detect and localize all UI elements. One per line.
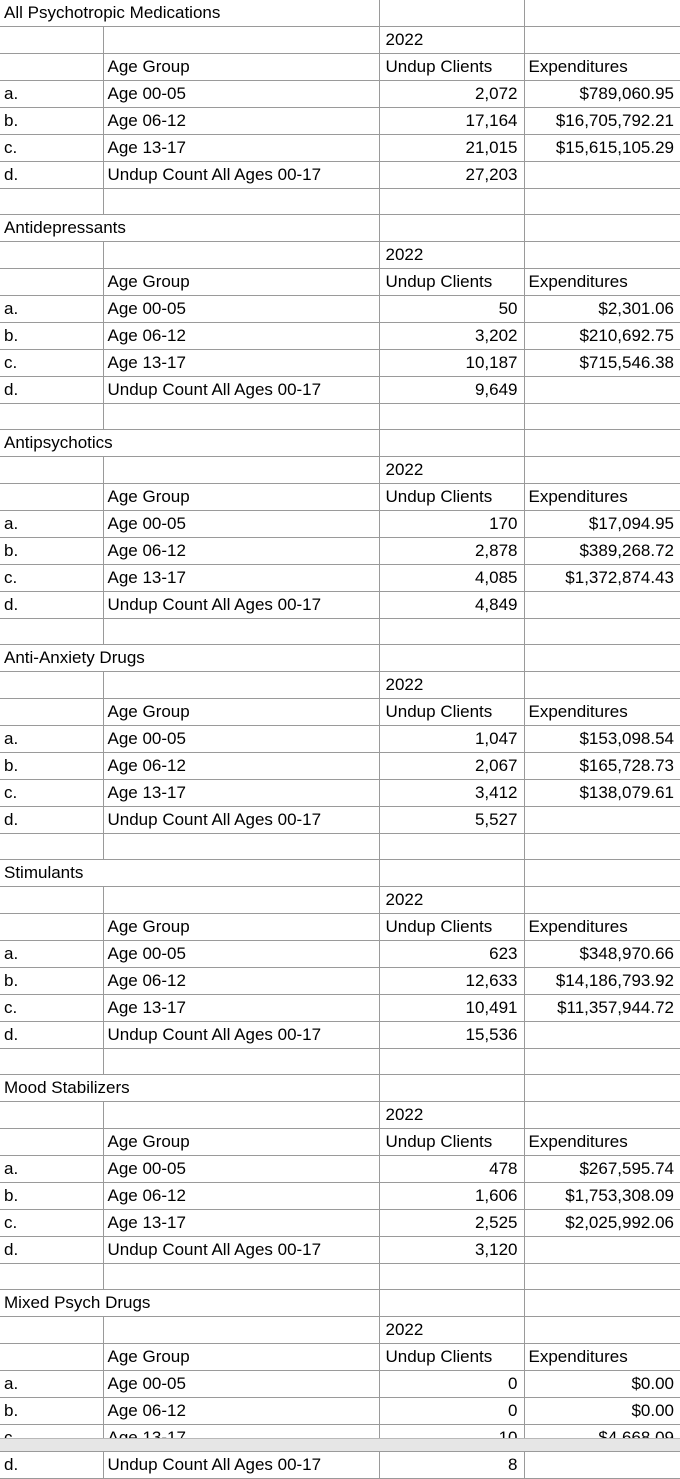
- table-row: [0, 323, 680, 350]
- empty-cell[interactable]: [0, 914, 103, 941]
- table-row: [0, 1183, 680, 1210]
- empty-cell[interactable]: [103, 834, 379, 860]
- row-letter[interactable]: c.: [0, 135, 103, 162]
- expenditures-cell[interactable]: $15,615,105.29: [524, 135, 680, 162]
- clients-cell[interactable]: 9,649: [379, 377, 524, 404]
- expenditures-cell[interactable]: $0.00: [524, 1371, 680, 1398]
- clients-header[interactable]: Undup Clients: [379, 54, 524, 81]
- age-group-header[interactable]: Age Group: [103, 54, 379, 81]
- empty-cell[interactable]: [0, 887, 103, 914]
- age-group-cell[interactable]: Age 00-05: [103, 511, 379, 538]
- table-row: [0, 968, 680, 995]
- year-row: [0, 887, 680, 914]
- section-title[interactable]: Anti-Anxiety Drugs: [0, 645, 103, 672]
- age-group-cell[interactable]: Undup Count All Ages 00-17: [103, 1237, 379, 1264]
- empty-cell[interactable]: [524, 672, 680, 699]
- row-letter[interactable]: b.: [0, 968, 103, 995]
- year-row: [0, 1102, 680, 1129]
- age-group-cell[interactable]: Age 00-05: [103, 726, 379, 753]
- clients-cell[interactable]: 3,412: [379, 780, 524, 807]
- spacer-row: [0, 1264, 680, 1290]
- expenditures-cell[interactable]: $267,595.74: [524, 1156, 680, 1183]
- clients-header[interactable]: Undup Clients: [379, 269, 524, 296]
- empty-cell[interactable]: [0, 404, 103, 430]
- empty-cell[interactable]: [103, 1102, 379, 1129]
- expenditures-cell[interactable]: $389,268.72: [524, 538, 680, 565]
- age-group-cell[interactable]: Age 13-17: [103, 995, 379, 1022]
- section-title[interactable]: Stimulants: [0, 860, 103, 887]
- age-group-header[interactable]: Age Group: [103, 1344, 379, 1371]
- empty-cell[interactable]: [379, 0, 524, 27]
- clients-cell[interactable]: 10,187: [379, 350, 524, 377]
- table-row: [0, 1022, 680, 1049]
- empty-cell[interactable]: [0, 484, 103, 511]
- year-row: [0, 27, 680, 54]
- clients-header[interactable]: Undup Clients: [379, 1129, 524, 1156]
- year-label[interactable]: 2022: [379, 1317, 524, 1344]
- header-row: [0, 484, 680, 511]
- clients-cell[interactable]: 478: [379, 1156, 524, 1183]
- row-letter[interactable]: a.: [0, 1156, 103, 1183]
- clients-cell[interactable]: 21,015: [379, 135, 524, 162]
- expenditures-cell[interactable]: $2,025,992.06: [524, 1210, 680, 1237]
- expenditures-cell[interactable]: $0.00: [524, 1398, 680, 1425]
- age-group-cell[interactable]: Undup Count All Ages 00-17: [103, 1452, 379, 1479]
- clients-cell[interactable]: 8: [379, 1452, 524, 1479]
- section-title-row: [0, 1290, 680, 1317]
- age-group-cell[interactable]: Age 00-05: [103, 81, 379, 108]
- age-group-cell[interactable]: Undup Count All Ages 00-17: [103, 162, 379, 189]
- header-row: [0, 699, 680, 726]
- empty-cell[interactable]: [524, 1102, 680, 1129]
- expenditures-cell[interactable]: $138,079.61: [524, 780, 680, 807]
- age-group-cell[interactable]: Undup Count All Ages 00-17: [103, 592, 379, 619]
- empty-cell[interactable]: [103, 27, 379, 54]
- expenditures-header[interactable]: Expenditures: [524, 1344, 680, 1371]
- empty-cell[interactable]: [524, 1049, 680, 1075]
- table-row: [0, 108, 680, 135]
- expenditures-cell[interactable]: $789,060.95: [524, 81, 680, 108]
- age-group-header[interactable]: Age Group: [103, 1129, 379, 1156]
- expenditures-cell[interactable]: [524, 592, 680, 619]
- section-title[interactable]: All Psychotropic Medications: [0, 0, 103, 27]
- empty-cell[interactable]: [524, 404, 680, 430]
- clients-header[interactable]: Undup Clients: [379, 699, 524, 726]
- table-row: [0, 377, 680, 404]
- empty-cell[interactable]: [0, 1264, 103, 1290]
- section-title-row: [0, 1075, 680, 1102]
- empty-cell[interactable]: [103, 1264, 379, 1290]
- table-row: [0, 753, 680, 780]
- age-group-cell[interactable]: Undup Count All Ages 00-17: [103, 807, 379, 834]
- section-title[interactable]: Mixed Psych Drugs: [0, 1290, 103, 1317]
- year-row: [0, 457, 680, 484]
- age-group-header[interactable]: Age Group: [103, 269, 379, 296]
- clients-header[interactable]: Undup Clients: [379, 914, 524, 941]
- age-group-cell[interactable]: Age 06-12: [103, 968, 379, 995]
- section-title[interactable]: Antidepressants: [0, 215, 103, 242]
- header-row: [0, 1129, 680, 1156]
- empty-cell[interactable]: [379, 619, 524, 645]
- empty-cell[interactable]: [0, 54, 103, 81]
- empty-cell[interactable]: [524, 619, 680, 645]
- age-group-cell[interactable]: Undup Count All Ages 00-17: [103, 377, 379, 404]
- expenditures-header[interactable]: Expenditures: [524, 914, 680, 941]
- clients-cell[interactable]: 15,536: [379, 1022, 524, 1049]
- expenditures-cell[interactable]: $715,546.38: [524, 350, 680, 377]
- empty-cell[interactable]: [379, 189, 524, 215]
- row-letter[interactable]: a.: [0, 296, 103, 323]
- table-row: [0, 1452, 680, 1479]
- clients-cell[interactable]: 2,525: [379, 1210, 524, 1237]
- year-label[interactable]: 2022: [379, 27, 524, 54]
- clients-cell[interactable]: 5,527: [379, 807, 524, 834]
- table-row: [0, 162, 680, 189]
- row-letter[interactable]: a.: [0, 941, 103, 968]
- empty-cell[interactable]: [524, 1317, 680, 1344]
- row-letter[interactable]: b.: [0, 1183, 103, 1210]
- row-letter[interactable]: d.: [0, 592, 103, 619]
- expenditures-cell[interactable]: $11,357,944.72: [524, 995, 680, 1022]
- clients-cell[interactable]: 17,164: [379, 108, 524, 135]
- empty-cell[interactable]: [524, 189, 680, 215]
- age-group-cell[interactable]: Undup Count All Ages 00-17: [103, 1022, 379, 1049]
- empty-cell[interactable]: [103, 430, 379, 457]
- table-row: [0, 350, 680, 377]
- table-row: [0, 296, 680, 323]
- empty-cell[interactable]: [0, 1049, 103, 1075]
- header-row: [0, 914, 680, 941]
- empty-cell[interactable]: [0, 189, 103, 215]
- expenditures-cell[interactable]: $14,186,793.92: [524, 968, 680, 995]
- clients-cell[interactable]: 1,606: [379, 1183, 524, 1210]
- table-row: [0, 1398, 680, 1425]
- year-label[interactable]: 2022: [379, 887, 524, 914]
- table-row: [0, 1156, 680, 1183]
- empty-cell[interactable]: [103, 242, 379, 269]
- expenditures-cell[interactable]: $165,728.73: [524, 753, 680, 780]
- row-letter[interactable]: d.: [0, 377, 103, 404]
- empty-cell[interactable]: [103, 1049, 379, 1075]
- age-group-cell[interactable]: Age 13-17: [103, 1210, 379, 1237]
- table-row: [0, 941, 680, 968]
- row-letter[interactable]: b.: [0, 323, 103, 350]
- empty-cell[interactable]: [379, 1075, 524, 1102]
- empty-cell[interactable]: [0, 619, 103, 645]
- age-group-cell[interactable]: Age 13-17: [103, 350, 379, 377]
- empty-cell[interactable]: [103, 1317, 379, 1344]
- spacer-row: [0, 834, 680, 860]
- clients-header[interactable]: Undup Clients: [379, 484, 524, 511]
- empty-cell[interactable]: [524, 834, 680, 860]
- expenditures-header[interactable]: Expenditures: [524, 269, 680, 296]
- empty-cell[interactable]: [524, 860, 680, 887]
- empty-cell[interactable]: [379, 1264, 524, 1290]
- expenditures-header[interactable]: Expenditures: [524, 699, 680, 726]
- empty-cell[interactable]: [0, 27, 103, 54]
- empty-cell[interactable]: [524, 1264, 680, 1290]
- clients-cell[interactable]: 170: [379, 511, 524, 538]
- age-group-header[interactable]: Age Group: [103, 699, 379, 726]
- empty-cell[interactable]: [0, 699, 103, 726]
- age-group-cell[interactable]: Age 00-05: [103, 296, 379, 323]
- row-letter[interactable]: c.: [0, 780, 103, 807]
- row-letter[interactable]: d.: [0, 1452, 103, 1479]
- age-group-cell[interactable]: Age 13-17: [103, 135, 379, 162]
- table-row: [0, 511, 680, 538]
- empty-cell[interactable]: [379, 834, 524, 860]
- year-label[interactable]: 2022: [379, 457, 524, 484]
- empty-cell[interactable]: [103, 404, 379, 430]
- header-row: [0, 269, 680, 296]
- age-group-cell[interactable]: Age 06-12: [103, 1398, 379, 1425]
- expenditures-cell[interactable]: $1,753,308.09: [524, 1183, 680, 1210]
- row-letter[interactable]: c.: [0, 995, 103, 1022]
- empty-cell[interactable]: [0, 672, 103, 699]
- expenditures-cell[interactable]: $2,301.06: [524, 296, 680, 323]
- expenditures-header[interactable]: Expenditures: [524, 484, 680, 511]
- clients-cell[interactable]: 27,203: [379, 162, 524, 189]
- row-letter[interactable]: d.: [0, 162, 103, 189]
- expenditures-cell[interactable]: [524, 1022, 680, 1049]
- spacer-row: [0, 189, 680, 215]
- empty-cell[interactable]: [379, 645, 524, 672]
- clients-cell[interactable]: 4,085: [379, 565, 524, 592]
- year-row: [0, 242, 680, 269]
- row-letter[interactable]: c.: [0, 350, 103, 377]
- section-title-row: [0, 645, 680, 672]
- row-letter[interactable]: a.: [0, 1371, 103, 1398]
- expenditures-cell[interactable]: $17,094.95: [524, 511, 680, 538]
- table-row: [0, 807, 680, 834]
- empty-cell[interactable]: [524, 242, 680, 269]
- year-label[interactable]: 2022: [379, 1102, 524, 1129]
- empty-cell[interactable]: [103, 1075, 379, 1102]
- empty-cell[interactable]: [379, 1290, 524, 1317]
- table-row: [0, 565, 680, 592]
- expenditures-header[interactable]: Expenditures: [524, 1129, 680, 1156]
- header-row: [0, 1344, 680, 1371]
- age-group-cell[interactable]: Age 06-12: [103, 753, 379, 780]
- empty-cell[interactable]: [103, 457, 379, 484]
- section-title-row: [0, 430, 680, 457]
- empty-cell[interactable]: [103, 672, 379, 699]
- table-row: [0, 780, 680, 807]
- table-row: [0, 726, 680, 753]
- row-letter[interactable]: b.: [0, 538, 103, 565]
- table-row: [0, 1371, 680, 1398]
- empty-cell[interactable]: [379, 215, 524, 242]
- empty-cell[interactable]: [0, 1317, 103, 1344]
- expenditures-cell[interactable]: $210,692.75: [524, 323, 680, 350]
- header-row: [0, 54, 680, 81]
- age-group-cell[interactable]: Age 00-05: [103, 941, 379, 968]
- row-letter[interactable]: d.: [0, 1237, 103, 1264]
- clients-cell[interactable]: 1,047: [379, 726, 524, 753]
- clients-cell[interactable]: 2,067: [379, 753, 524, 780]
- empty-cell[interactable]: [0, 269, 103, 296]
- expenditures-cell[interactable]: [524, 1452, 680, 1479]
- age-group-cell[interactable]: Age 13-17: [103, 565, 379, 592]
- table-row: [0, 995, 680, 1022]
- table-row: [0, 538, 680, 565]
- empty-cell[interactable]: [0, 457, 103, 484]
- expenditures-cell[interactable]: $153,098.54: [524, 726, 680, 753]
- clients-cell[interactable]: 2,878: [379, 538, 524, 565]
- empty-cell[interactable]: [379, 1049, 524, 1075]
- empty-cell[interactable]: [103, 887, 379, 914]
- table-row: [0, 81, 680, 108]
- clients-cell[interactable]: 10,491: [379, 995, 524, 1022]
- table-row: [0, 592, 680, 619]
- clients-header[interactable]: Undup Clients: [379, 1344, 524, 1371]
- age-group-cell[interactable]: Age 06-12: [103, 538, 379, 565]
- window-bottom-edge: [0, 1438, 680, 1451]
- expenditures-cell[interactable]: $348,970.66: [524, 941, 680, 968]
- expenditures-cell[interactable]: $1,372,874.43: [524, 565, 680, 592]
- table-row: [0, 1210, 680, 1237]
- row-letter[interactable]: d.: [0, 1022, 103, 1049]
- empty-cell[interactable]: [0, 242, 103, 269]
- row-letter[interactable]: a.: [0, 81, 103, 108]
- section-title-row: [0, 215, 680, 242]
- empty-cell[interactable]: [524, 215, 680, 242]
- age-group-cell[interactable]: Age 00-05: [103, 1371, 379, 1398]
- expenditures-header[interactable]: Expenditures: [524, 54, 680, 81]
- empty-cell[interactable]: [524, 1075, 680, 1102]
- clients-cell[interactable]: 3,120: [379, 1237, 524, 1264]
- age-group-cell[interactable]: Age 06-12: [103, 323, 379, 350]
- empty-cell[interactable]: [0, 1344, 103, 1371]
- empty-cell[interactable]: [524, 0, 680, 27]
- clients-cell[interactable]: 623: [379, 941, 524, 968]
- row-letter[interactable]: d.: [0, 807, 103, 834]
- year-row: [0, 1317, 680, 1344]
- empty-cell[interactable]: [379, 404, 524, 430]
- age-group-header[interactable]: Age Group: [103, 914, 379, 941]
- empty-cell[interactable]: [524, 430, 680, 457]
- clients-cell[interactable]: 4,849: [379, 592, 524, 619]
- empty-cell[interactable]: [379, 430, 524, 457]
- empty-cell[interactable]: [379, 860, 524, 887]
- clients-cell[interactable]: 3,202: [379, 323, 524, 350]
- expenditures-cell[interactable]: [524, 807, 680, 834]
- table-row: [0, 1237, 680, 1264]
- empty-cell[interactable]: [0, 1102, 103, 1129]
- age-group-cell[interactable]: Age 06-12: [103, 108, 379, 135]
- spacer-row: [0, 619, 680, 645]
- section-title-row: [0, 860, 680, 887]
- row-letter[interactable]: a.: [0, 511, 103, 538]
- empty-cell[interactable]: [0, 1129, 103, 1156]
- clients-cell[interactable]: 0: [379, 1398, 524, 1425]
- age-group-header[interactable]: Age Group: [103, 484, 379, 511]
- year-label[interactable]: 2022: [379, 672, 524, 699]
- expenditures-cell[interactable]: [524, 162, 680, 189]
- empty-cell[interactable]: [103, 215, 379, 242]
- spacer-row: [0, 1049, 680, 1075]
- clients-cell[interactable]: 12,633: [379, 968, 524, 995]
- spacer-row: [0, 404, 680, 430]
- row-letter[interactable]: b.: [0, 108, 103, 135]
- empty-cell[interactable]: [0, 834, 103, 860]
- expenditures-cell[interactable]: [524, 377, 680, 404]
- clients-cell[interactable]: 50: [379, 296, 524, 323]
- age-group-cell[interactable]: Age 06-12: [103, 1183, 379, 1210]
- clients-cell[interactable]: 2,072: [379, 81, 524, 108]
- age-group-cell[interactable]: Age 00-05: [103, 1156, 379, 1183]
- row-letter[interactable]: b.: [0, 753, 103, 780]
- empty-cell[interactable]: [103, 619, 379, 645]
- clients-cell[interactable]: 0: [379, 1371, 524, 1398]
- empty-cell[interactable]: [103, 860, 379, 887]
- empty-cell[interactable]: [524, 645, 680, 672]
- section-title-row: [0, 0, 680, 27]
- row-letter[interactable]: b.: [0, 1398, 103, 1425]
- empty-cell[interactable]: [524, 1290, 680, 1317]
- age-group-cell[interactable]: Age 13-17: [103, 780, 379, 807]
- year-label[interactable]: 2022: [379, 242, 524, 269]
- empty-cell[interactable]: [524, 457, 680, 484]
- year-row: [0, 672, 680, 699]
- empty-cell[interactable]: [524, 27, 680, 54]
- empty-cell[interactable]: [524, 887, 680, 914]
- expenditures-cell[interactable]: [524, 1237, 680, 1264]
- section-title[interactable]: Mood Stabilizers: [0, 1075, 103, 1102]
- row-letter[interactable]: c.: [0, 1210, 103, 1237]
- row-letter[interactable]: c.: [0, 565, 103, 592]
- row-letter[interactable]: a.: [0, 726, 103, 753]
- empty-cell[interactable]: [103, 189, 379, 215]
- section-title[interactable]: Antipsychotics: [0, 430, 103, 457]
- table-row: [0, 135, 680, 162]
- expenditures-cell[interactable]: $16,705,792.21: [524, 108, 680, 135]
